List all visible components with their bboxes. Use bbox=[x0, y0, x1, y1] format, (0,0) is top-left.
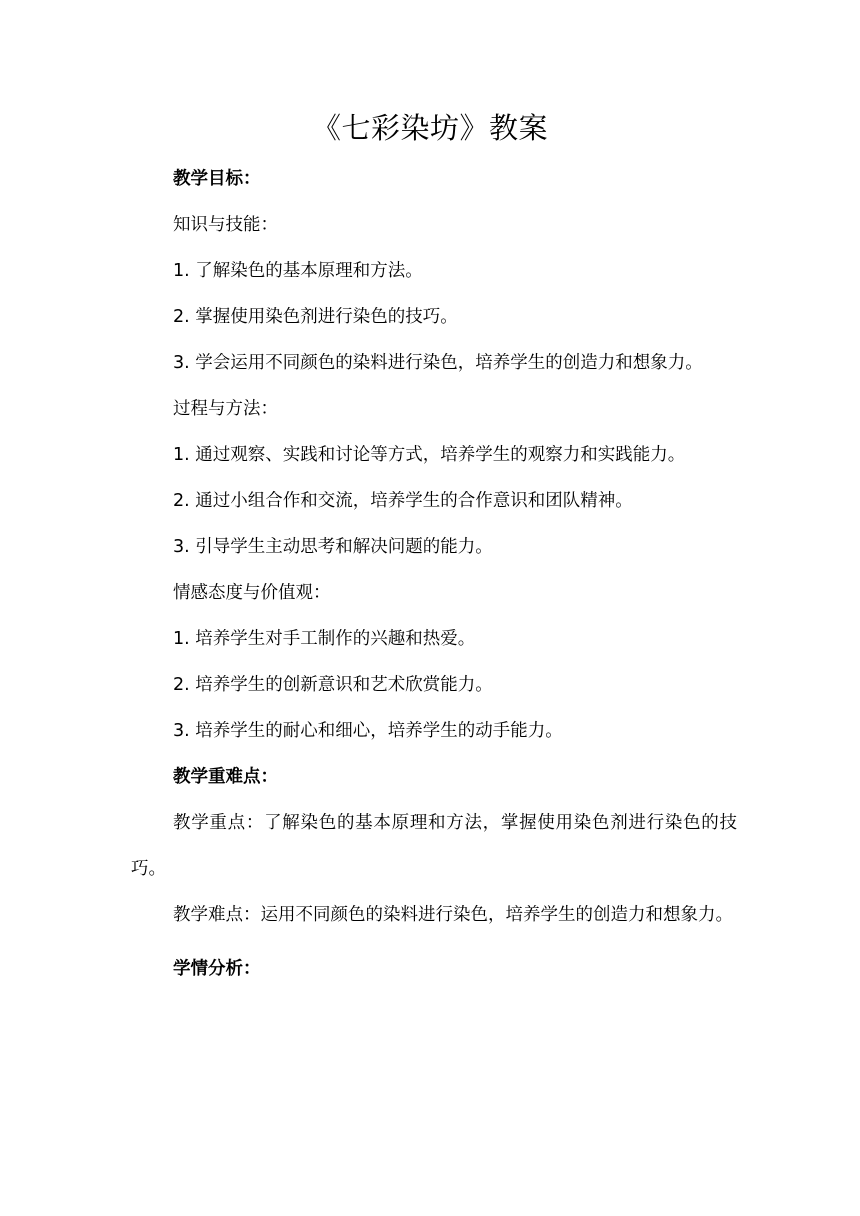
document-title: 《七彩染坊》教案 bbox=[311, 111, 548, 145]
process-item: 3. 引导学生主动思考和解决问题的能力。 bbox=[173, 537, 493, 557]
process-label: 过程与方法： bbox=[173, 399, 278, 419]
analysis-heading: 学情分析： bbox=[173, 959, 261, 979]
knowledge-item: 1. 了解染色的基本原理和方法。 bbox=[173, 261, 423, 281]
emotion-label: 情感态度与价值观： bbox=[173, 583, 331, 603]
knowledge-item: 3. 学会运用不同颜色的染料进行染色，培养学生的创造力和想象力。 bbox=[173, 353, 703, 373]
knowledge-label: 知识与技能： bbox=[173, 215, 278, 235]
difficult-point: 教学难点：运用不同颜色的染料进行染色，培养学生的创造力和想象力。 bbox=[173, 905, 733, 925]
process-item: 1. 通过观察、实践和讨论等方式，培养学生的观察力和实践能力。 bbox=[173, 445, 686, 465]
objectives-heading: 教学目标： bbox=[173, 169, 261, 189]
emotion-item: 1. 培养学生对手工制作的兴趣和热爱。 bbox=[173, 629, 476, 649]
emotion-item: 2. 培养学生的创新意识和艺术欣赏能力。 bbox=[173, 675, 493, 695]
key-point: 教学重点：了解染色的基本原理和方法，掌握使用染色剂进行染色的技巧。 bbox=[131, 813, 737, 879]
emotion-item: 3. 培养学生的耐心和细心，培养学生的动手能力。 bbox=[173, 721, 563, 741]
document-body bbox=[131, 156, 737, 992]
knowledge-item: 2. 掌握使用染色剂进行染色的技巧。 bbox=[173, 307, 458, 327]
process-item: 2. 通过小组合作和交流，培养学生的合作意识和团队精神。 bbox=[173, 491, 633, 511]
key-points-heading: 教学重难点： bbox=[173, 767, 278, 787]
